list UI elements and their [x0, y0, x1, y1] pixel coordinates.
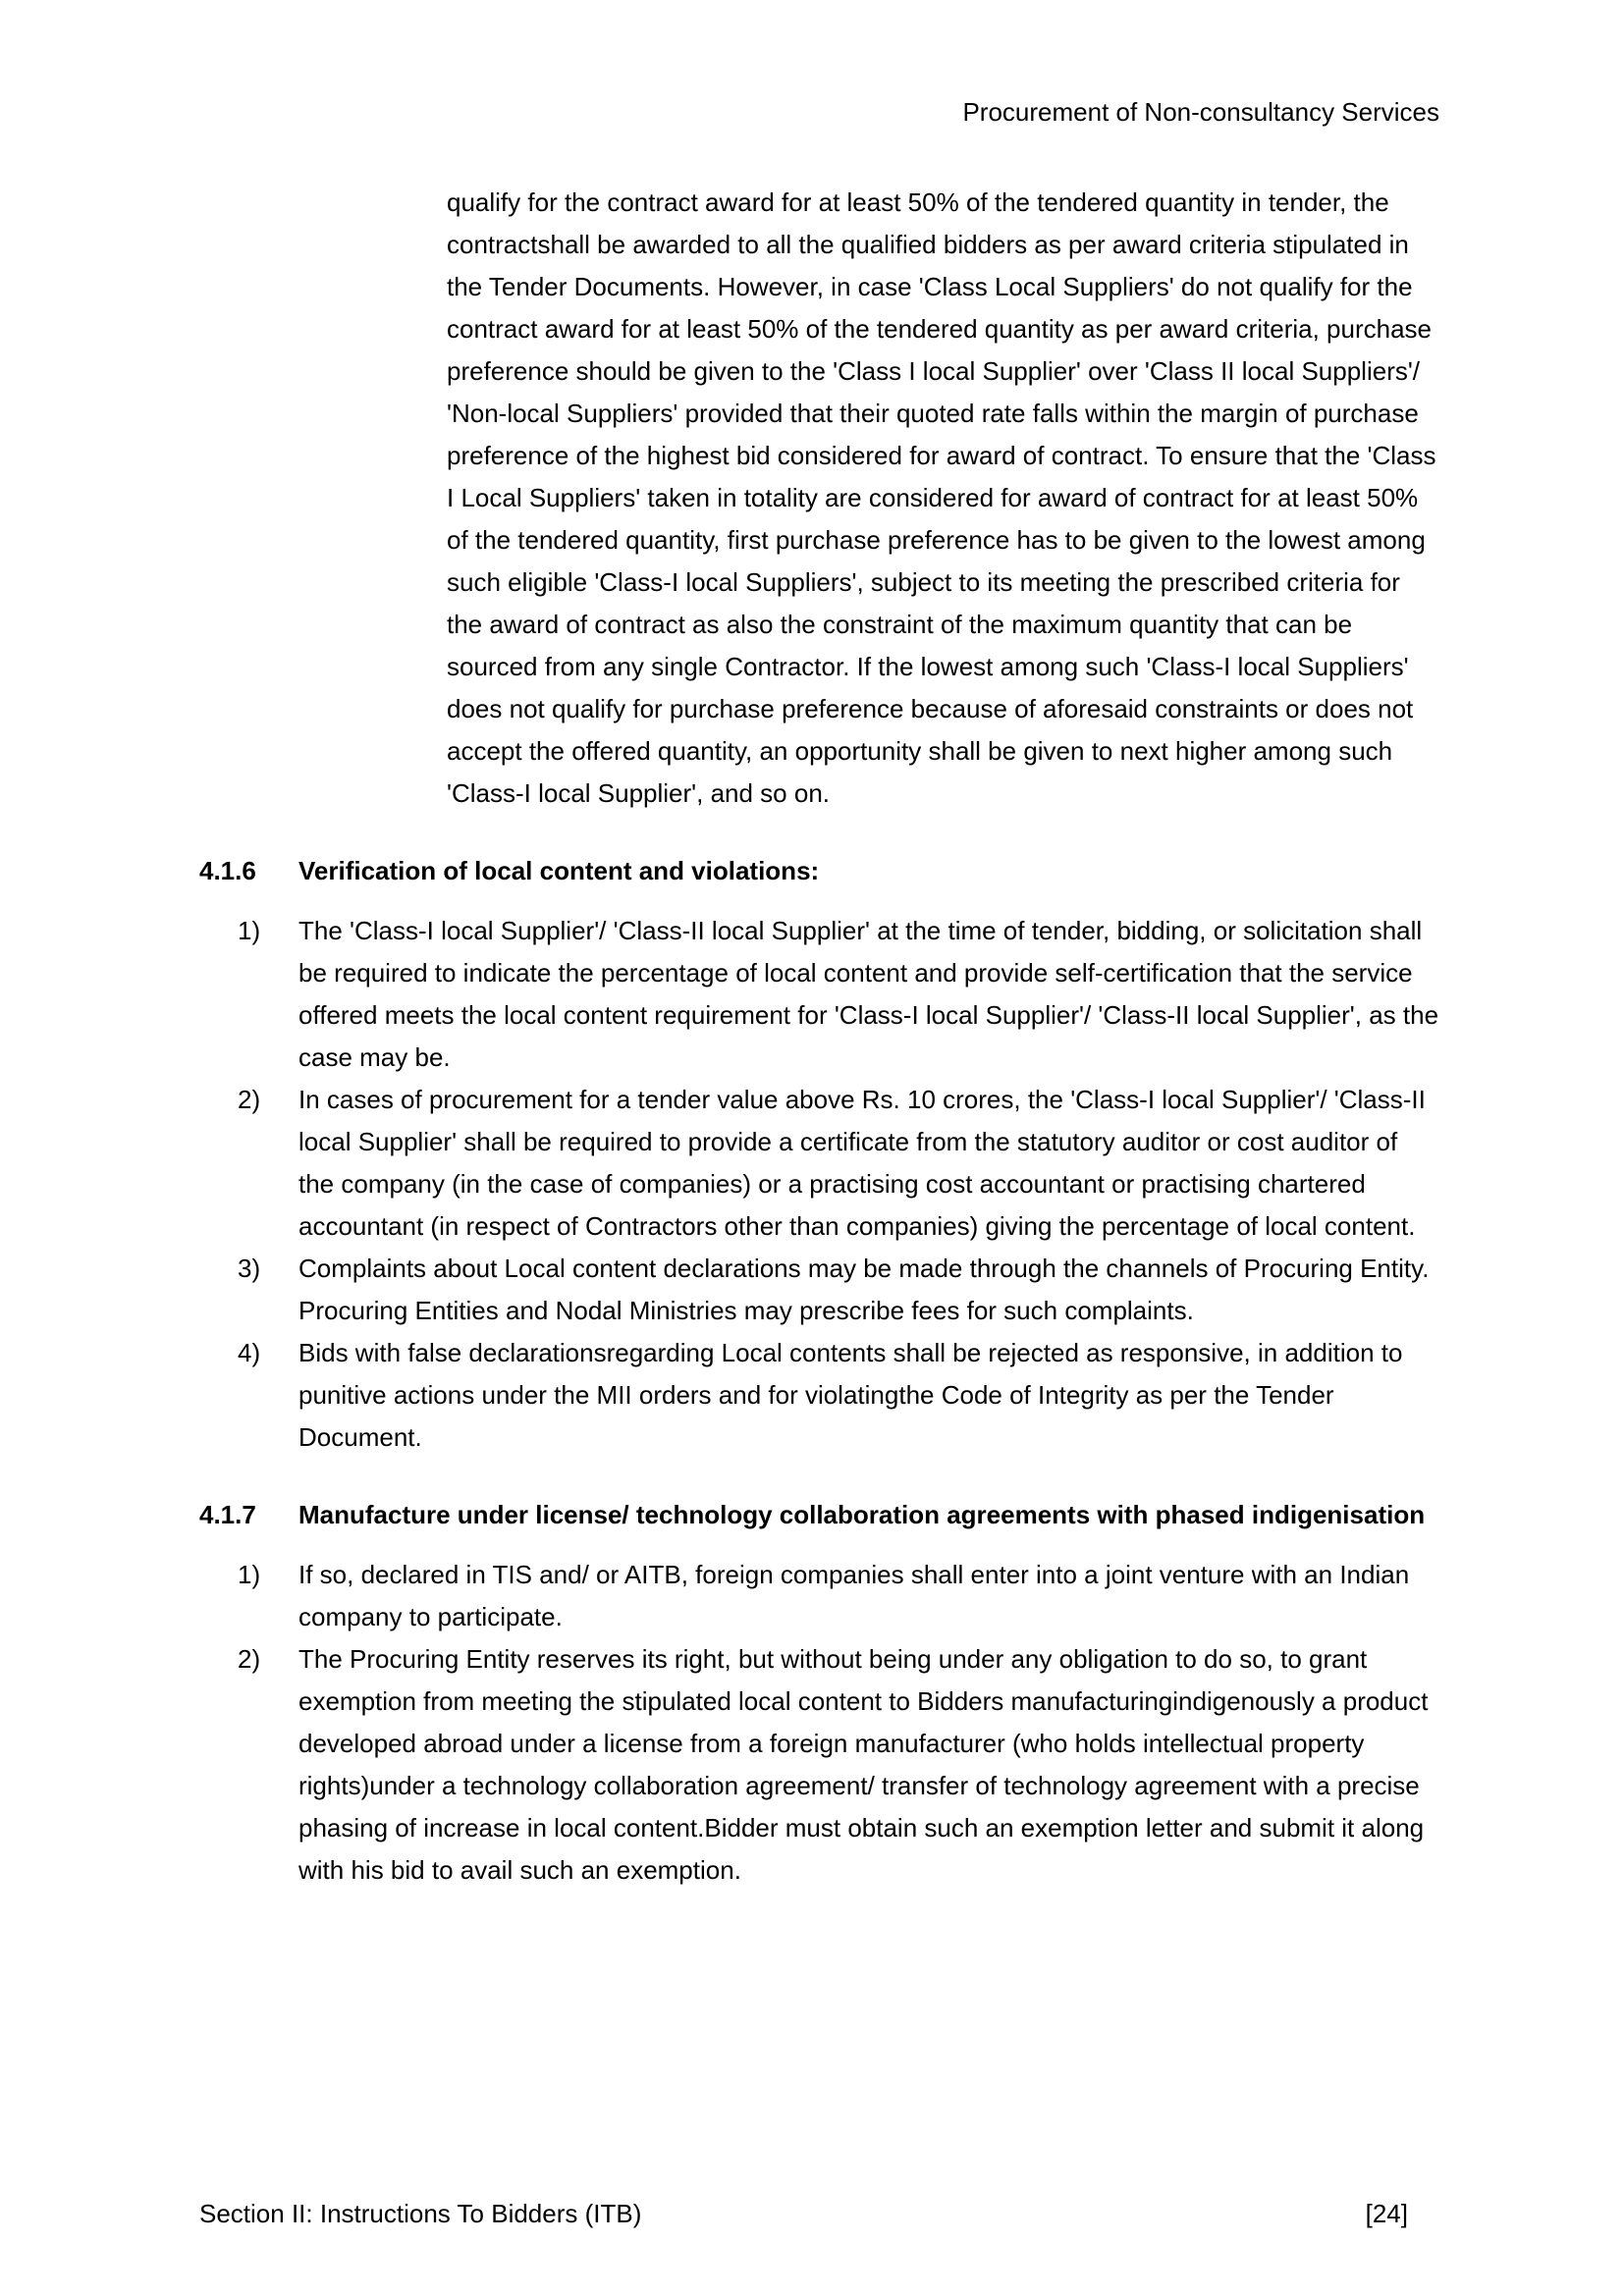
list-item	[199, 1079, 1439, 1248]
section-title: Verification of local content and violations:	[298, 856, 820, 885]
section-number: 4.1.7	[199, 1500, 256, 1529]
page-header	[962, 91, 1439, 133]
list-item-marker: 1)	[238, 1560, 261, 1589]
footer-section-label: Section II: Instructions To Bidders (ITB)	[199, 2199, 642, 2228]
header-title: Procurement of Non-consultancy Services	[962, 97, 1439, 127]
list-item-marker: 2)	[238, 1644, 261, 1674]
list-item-marker: 3)	[238, 1254, 261, 1283]
list-item-text: Complaints about Local content declarations may be made through the channels of Procuring Entity. Procuring Entities and Nodal Ministries may prescribe fees for such complaints.	[298, 1254, 1430, 1325]
list-item	[199, 1332, 1439, 1459]
section-4-1-6-list	[199, 910, 1439, 1459]
section-number: 4.1.6	[199, 856, 256, 885]
page-content	[199, 182, 1439, 1892]
list-item-text: The Procuring Entity reserves its right, but without being under any obligation to do so, to grant exemption from meeting the stipulated local content to Bidders manufacturingindigenously a product developed abroad under a license from a foreign manufacturer (who holds intellectual property rights)under a technology collaboration agreement/ transfer of technology agreement with a precise phasing of increase in local content.Bidder must obtain such an exemption letter and submit it along with his bid to avail such an exemption.	[298, 1644, 1429, 1885]
page-footer	[199, 2193, 1408, 2235]
list-item-text: In cases of procurement for a tender value above Rs. 10 crores, the 'Class-I local Supplier'/ 'Class-II local Supplier' shall be required to provide a certificate from the statutory auditor or cost auditor of the company (in the case of companies) or a practising cost accountant or practising chartered accountant (in respect of Contractors other than companies) giving the percentage of local content.	[298, 1085, 1426, 1241]
list-item-text: If so, declared in TIS and/ or AITB, foreign companies shall enter into a joint venture with an Indian company to participate.	[298, 1560, 1410, 1631]
list-item-marker: 2)	[238, 1085, 261, 1114]
section-4-1-7-list	[199, 1554, 1439, 1892]
continuation-paragraph: qualify for the contract award for at least 50% of the tendered quantity in tender, the contractshall be awarded to all the qualified bidders as per award criteria stipulated in the Tender Documents. However, in case 'Class Local Suppliers' do not qualify for the contract award for at least 50% of the tendered quantity as per award criteria, purchase preference should be given to the 'Class I local Supplier' over 'Class II local Suppliers'/ 'Non-local Suppliers' provided that their quoted rate falls within the margin of purchase preference of the highest bid considered for award of contract. To ensure that the 'Class I Local Suppliers' taken in totality are considered for award of contract for at least 50% of the tendered quantity, first purchase preference has to be given to the lowest among such eligible 'Class-I local Suppliers', subject to its meeting the prescribed criteria for the award of contract as also the constraint of the maximum quantity that can be sourced from any single Contractor. If the lowest among such 'Class-I local Suppliers' does not qualify for purchase preference because of aforesaid constraints or does not accept the offered quantity, an opportunity shall be given to next higher among such 'Class-I local Supplier', and so on.	[447, 187, 1436, 808]
list-item	[199, 910, 1439, 1079]
section-heading-4-1-6	[199, 850, 1439, 892]
list-item	[199, 1638, 1439, 1892]
section-title: Manufacture under license/ technology collaboration agreements with phased indigenisation	[298, 1500, 1426, 1529]
list-item-marker: 1)	[238, 916, 261, 945]
footer-page-number: [24]	[1365, 2199, 1408, 2228]
list-item	[199, 1554, 1439, 1638]
list-item-text: The 'Class-I local Supplier'/ 'Class-II local Supplier' at the time of tender, bidding, or solicitation shall be required to indicate the percentage of local content and provide self-certification that the service offered meets the local content requirement for 'Class-I local Supplier'/ 'Class-II local Supplier', as the case may be.	[298, 916, 1439, 1072]
list-item-marker: 4)	[238, 1338, 261, 1367]
section-heading-4-1-7	[199, 1494, 1439, 1536]
list-item-text: Bids with false declarationsregarding Local contents shall be rejected as responsive, in addition to punitive actions under the MII orders and for violatingthe Code of Integrity as per the Tender Document.	[298, 1338, 1403, 1452]
list-item	[199, 1248, 1439, 1332]
